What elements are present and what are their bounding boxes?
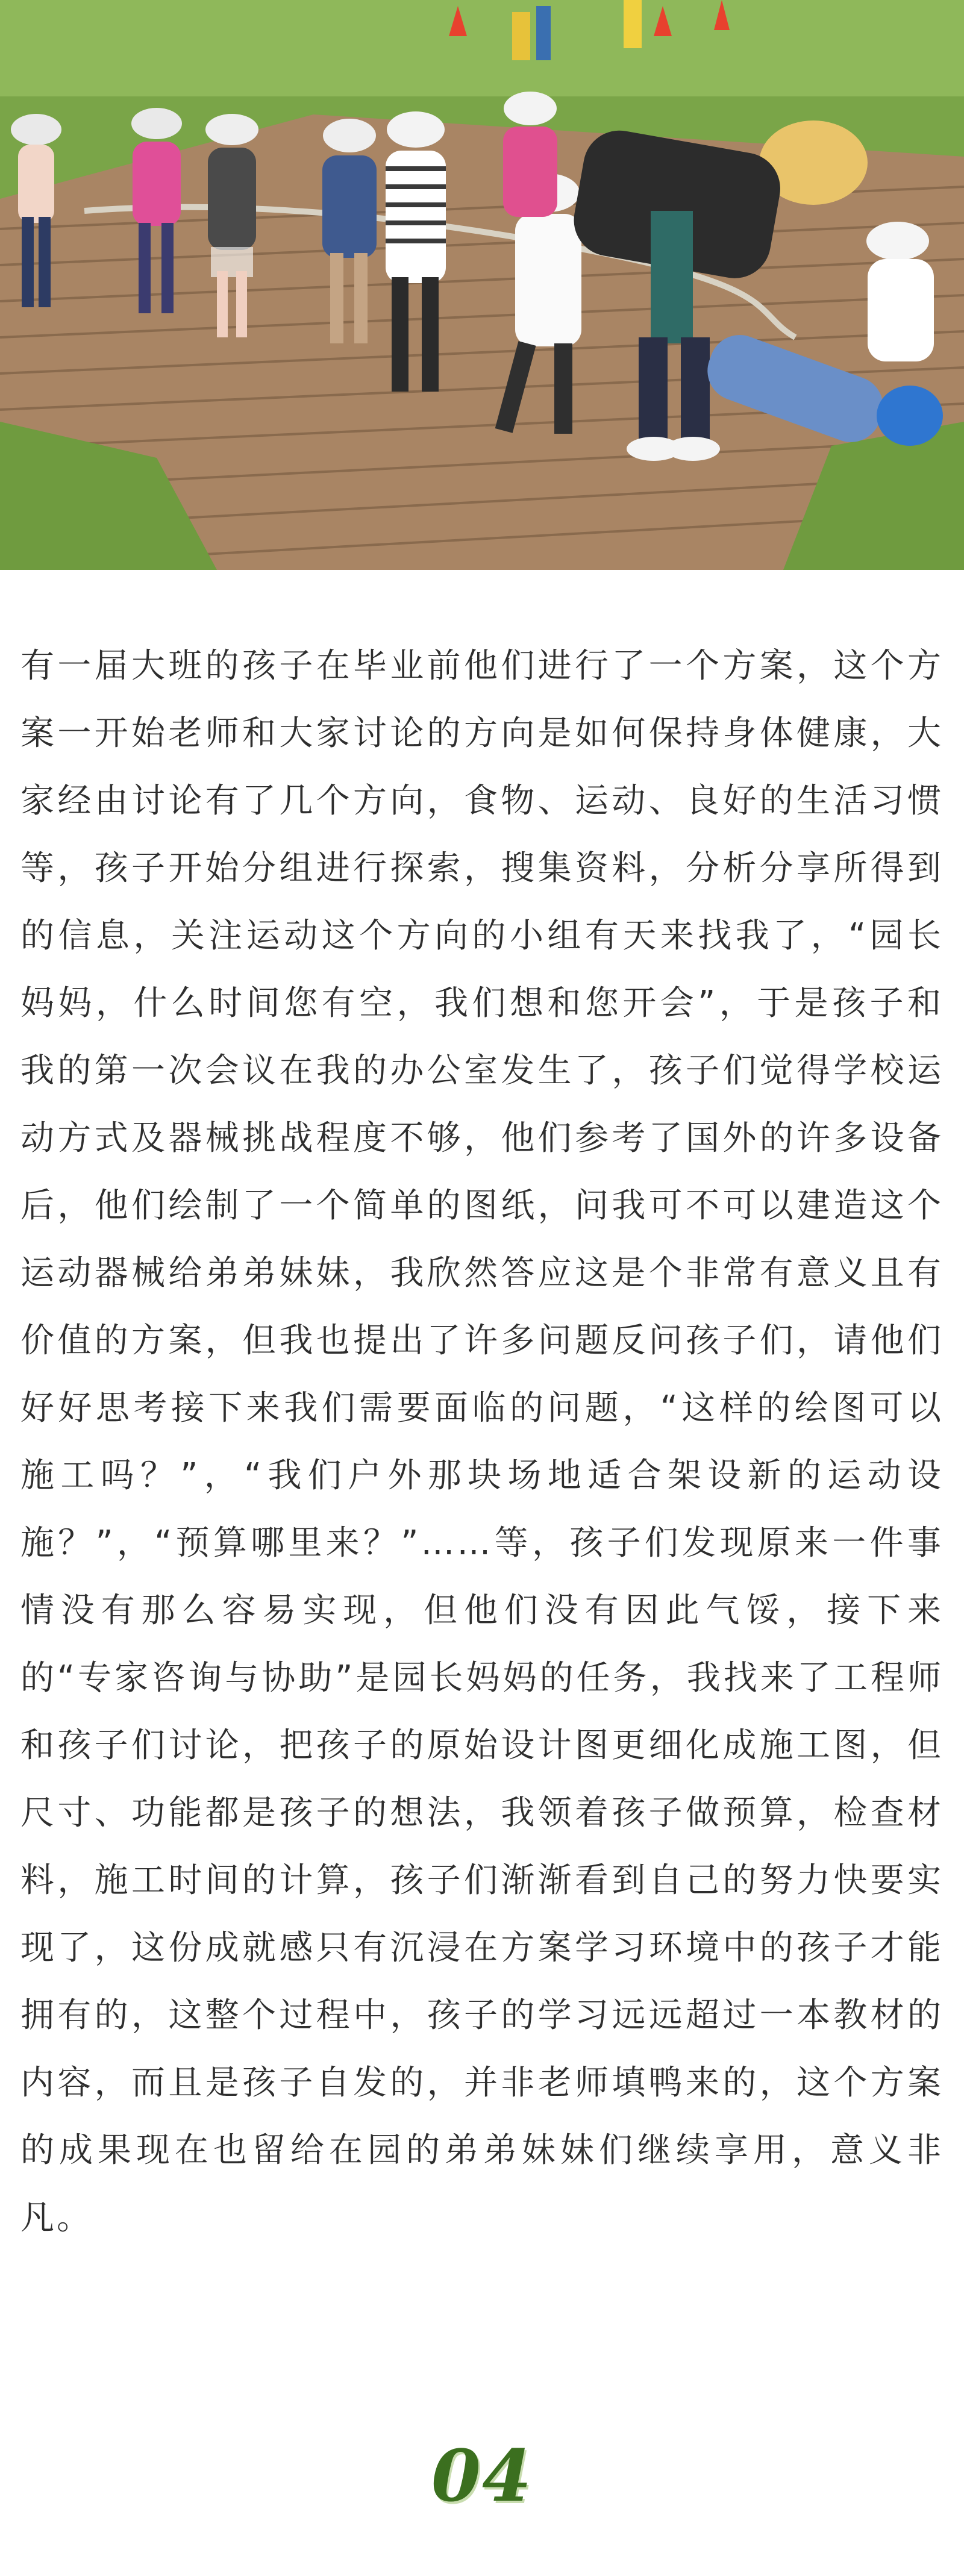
children-tug-of-war-photo <box>0 0 964 570</box>
section-number-heading: 04 <box>431 2434 533 2518</box>
article-body <box>20 633 944 2252</box>
article-photo <box>0 0 964 570</box>
cutoff-text-line <box>20 2552 719 2576</box>
article-paragraph: 有一届大班的孩子在毕业前他们进行了一个方案，这个方案一开始老师和大家讨论的方向是如何保持身体健康，大家经由讨论有了几个方向，食物、运动、良好的生活习惯等，孩子开始分组进行探索，搜集资料，分析分享所得到的信息，关注运动这个方向的小组有天来找我了，“园长妈妈，什么时间您有空，我们想和您开会”，于是孩子和我的第一次会议在我的办公室发生了，孩子们觉得学校运动方式及器械挑战程度不够，他们参考了国外的许多设备后，他们绘制了一个简单的图纸，问我可不可以建造这个运动器械给弟弟妹妹，我欣然答应这是个非常有意义且有价值的方案，但我也提出了许多问题反问孩子们，请他们好好思考接下来我们需要面临的问题，“这样的绘图可以施工吗？”，“我们户外那块场地适合架设新的运动设施？”，“预算哪里来？”……等，孩子们发现原来一件事情没有那么容易实现，但他们没有因此气馁，接下来的“专家咨询与协助”是园长妈妈的任务，我找来了工程师和孩子们讨论，把孩子的原始设计图更细化成施工图，但尺寸、功能都是孩子的想法，我领着孩子做预算，检查材料，施工时间的计算，孩子们渐渐看到自己的努力快要实现了，这份成就感只有沉浸在方案学习环境中的孩子才能拥有的，这整个过程中，孩子的学习远远超过一本教材的内容，而且是孩子自发的，并非老师填鸭来的，这个方案的成果现在也留给在园的弟弟妹妹们继续享用，意义非凡。 <box>20 646 944 2237</box>
